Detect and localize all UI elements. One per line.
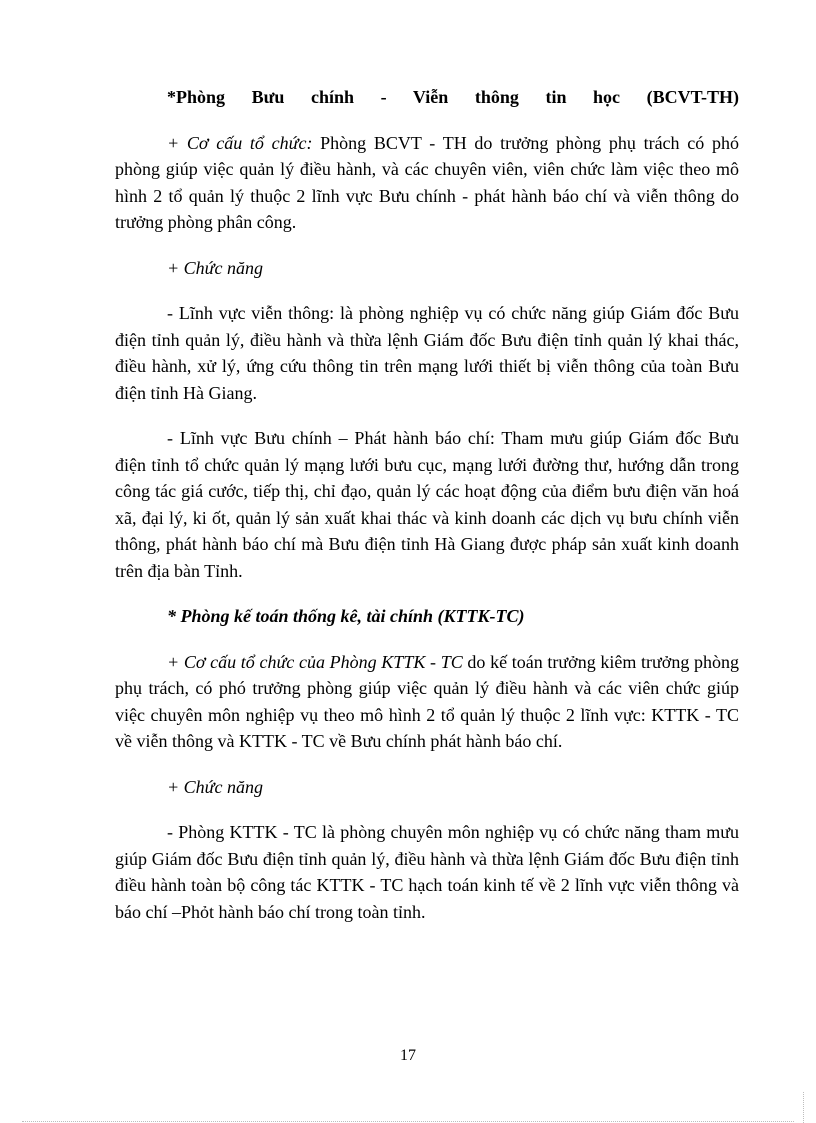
paragraph-bcvt-telecom: - Lĩnh vực viễn thông: là phòng nghiệp vụ có chức năng giúp Giám đốc Bưu điện tỉnh quản lý, điều hành và thừa lệnh Giám đốc Bưu điện tỉnh quản lý khai thác, điều hành, xử lý, ứng cứu thông tin trên mạng lưới thiết bị viễn thông của toàn Bưu điện tỉnh Hà Giang.: [115, 303, 739, 403]
paragraph-bcvt-structure: [115, 130, 739, 236]
paragraph-kttk-function: - Phòng KTTK - TC là phòng chuyên môn nghiệp vụ có chức năng tham mưu giúp Giám đốc Bưu điện tỉnh quản lý, điều hành và thừa lệnh Giám đốc Bưu điện tỉnh điều hành toàn bộ công tác KTTK - TC hạch toán kinh tế về 2 lĩnh vực viễn thông và báo chí –Phỏt hành báo chí trong toàn tỉnh.: [115, 822, 739, 922]
bcvt-function-label: + Chức năng: [167, 257, 263, 278]
kttk-structure-label: + Cơ cấu tổ chức của Phòng KTTK - TC: [167, 651, 463, 672]
section-heading-kttk: * Phòng kế toán thống kê, tài chính (KTTK-TC): [167, 606, 525, 626]
bcvt-structure-text: Phòng BCVT - TH do trưởng phòng phụ trách có phó phòng giúp việc quản lý điều hành, và các chuyên viên, viên chức làm việc theo mô hình 2 tổ quản lý thuộc 2 lĩnh vực Bưu chính - phát hành báo chí và viễn thông do trưởng phòng phân công.: [115, 132, 739, 232]
page-number: 17: [400, 1047, 416, 1064]
kttk-function-label: + Chức năng: [167, 776, 263, 797]
page-bottom-border: [22, 1121, 794, 1122]
bcvt-structure-label: + Cơ cấu tổ chức:: [167, 132, 313, 153]
section-heading-bcvt: *Phòng Bưu chính - Viễn thông tin học (BCVT-TH): [167, 87, 739, 107]
paragraph-kttk-structure: [115, 649, 739, 755]
page-side-border: [803, 1092, 804, 1123]
document-body: [115, 84, 739, 944]
paragraph-bcvt-postal: - Lĩnh vực Bưu chính – Phát hành báo chí: Tham mưu giúp Giám đốc Bưu điện tỉnh tổ chức quản lý mạng lưới bưu cục, mạng lưới đường thư, hướng dẫn trong công tác giá cước, tiếp thị, chỉ đạo, quản lý các hoạt động của điểm bưu điện văn hoá xã, đại lý, ki ốt, quản lý sản xuất khai thác và kinh doanh các dịch vụ bưu chính viễn thông, phát hành báo chí mà Bưu điện tỉnh Hà Giang được pháp sản xuất kinh doanh trên địa bàn Tỉnh.: [115, 428, 739, 581]
kttk-structure-text: do kế toán trưởng kiêm trưởng phòng phụ trách, có phó trưởng phòng giúp việc quản lý điều hành và các viên chức giúp việc chuyên môn nghiệp vụ theo mô hình 2 tổ quản lý thuộc 2 lĩnh vực: KTTK - TC về viễn thông và KTTK - TC về Bưu chính phát hành báo chí.: [115, 651, 739, 751]
